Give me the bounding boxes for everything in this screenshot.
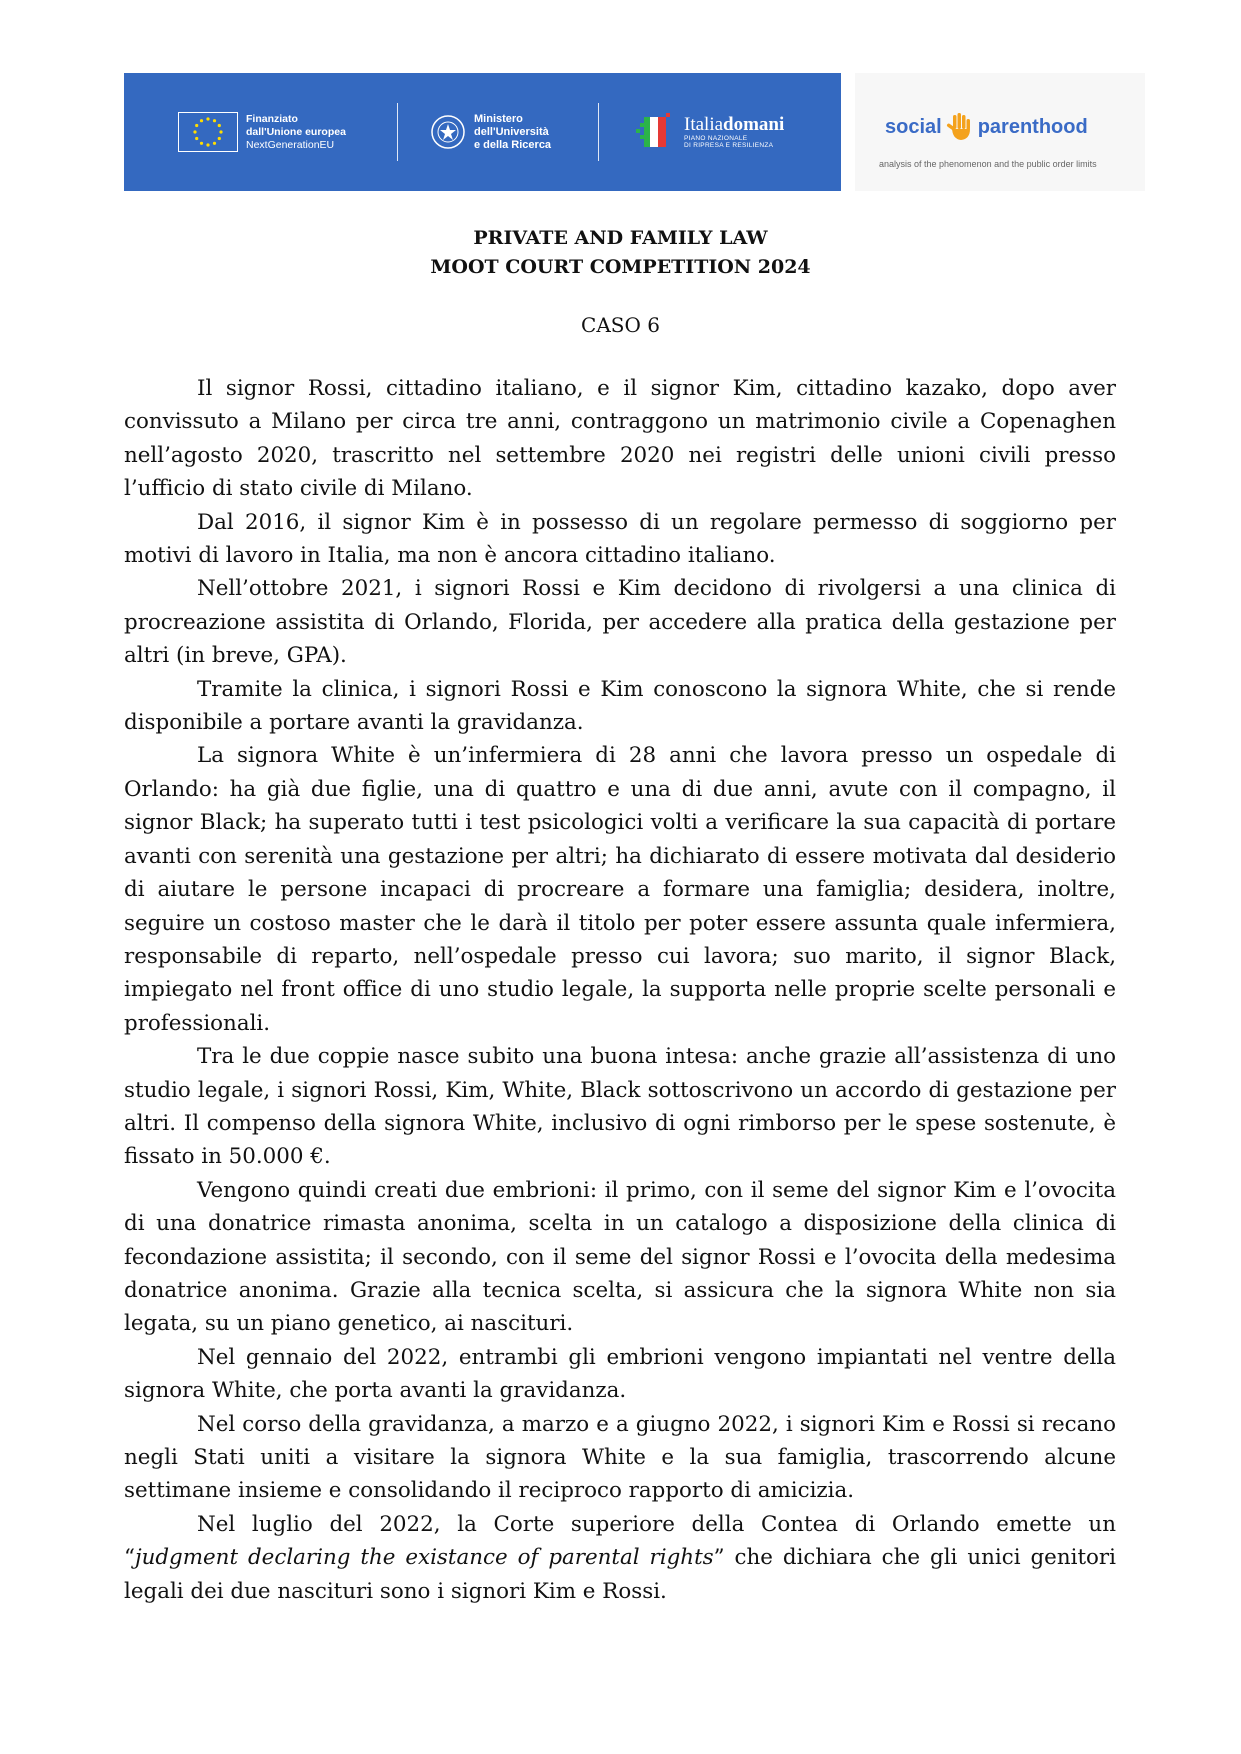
paragraph: Vengono quindi creati due embrioni: il primo, con il seme del signor Kim e l’ovocita di una donatrice rimasta anonima, scelta in un catalogo a disposizione della clinica di fecondazione assistita; il secondo, con il seme del signor Rossi e l’ovocita della medesima donatrice anonima. Grazie alla tecnica scelta, si assicura che la signora White non sia legata, su un piano genetico, ai nascituri.	[124, 1177, 1116, 1337]
paragraph: Tra le due coppie nasce subito una buona intesa: anche grazie all’assistenza di uno studio legale, i signori Rossi, Kim, White, Black sottoscrivono un accordo di gestazione per altri. Il compenso della signora White, inclusivo di ogni rimborso per le spese sostenute, è fissato in 50.000 €.	[124, 1044, 1116, 1170]
italiadomani-sub-1: PIANO NAZIONALE	[684, 135, 748, 142]
eu-line-3: NextGenerationEU	[246, 138, 335, 151]
ministry-line-2: dell'Università	[474, 125, 549, 138]
hand-icon	[944, 111, 976, 143]
italiadomani-sub-2: DI RIPRESA E RESILIENZA	[684, 142, 774, 149]
judgment-quote: judgment declaring the existance of parental rights	[134, 1545, 714, 1571]
banner-divider	[598, 103, 599, 161]
paragraph-last	[124, 1508, 1116, 1608]
paragraph: Il signor Rossi, cittadino italiano, e il signor Kim, cittadino kazako, dopo aver convissuto a Milano per circa tre anni, contraggono un matrimonio civile a Copenaghen nell’agosto 2020, trascritto nel settembre 2020 nei registri delle unioni civili presso l’ufficio di stato civile di Milano.	[124, 376, 1116, 502]
italy-pnrr-icon	[632, 109, 678, 155]
social-parenthood-title-b: parenthood	[977, 115, 1088, 138]
title-line-1: PRIVATE AND FAMILY LAW	[473, 227, 768, 249]
paragraph: Nel gennaio del 2022, entrambi gli embrioni vengono impiantati nel ventre della signora White, che porta avanti la gravidanza.	[124, 1344, 1116, 1404]
last-paragraph-start: Nel luglio del 2022, la Corte superiore della Contea di Orlando emette un “	[124, 1511, 1116, 1571]
social-parenthood-title-a: social	[885, 115, 942, 138]
social-parenthood-subtitle: analysis of the phenomenon and the public order limits	[879, 159, 1097, 169]
social-parenthood-logo	[855, 73, 1145, 191]
eu-line-1: Finanziato	[246, 112, 298, 125]
italian-emblem-icon	[430, 114, 466, 150]
paragraph: Nel corso della gravidanza, a marzo e a giugno 2022, i signori Kim e Rossi si recano negli Stati uniti a visitare la signora White e la sua famiglia, trascorrendo alcune settimane insieme e consolidando il reciproco rapporto di amicizia.	[124, 1411, 1116, 1504]
eu-funding-logo	[178, 73, 346, 191]
banner-divider	[397, 103, 398, 161]
document-body	[124, 372, 1116, 1608]
ministry-line-1: Ministero	[474, 112, 523, 125]
title-line-2: MOOT COURT COMPETITION 2024	[430, 256, 811, 278]
paragraph: La signora White è un’infermiera di 28 anni che lavora presso un ospedale di Orlando: ha già due figlie, una di quattro e una di due anni, avute con il compagno, il signor Black; ha superato tutti i test psicologici volti a verificare la sua capacità di portare avanti con serenità una gestazione per altri; ha dichiarato di essere motivata dal desiderio di aiutare le persone incapaci di procreare a formare una famiglia; desidera, inoltre, seguire un costoso master che le darà il titolo per poter essere assunta quale infermiera, responsabile di reparto, nell’ospedale presso cui lavora; suo marito, il signor Black, impiegato nel front office di uno studio legale, la supporta nelle proprie scelte personali e professionali.	[124, 743, 1116, 1036]
last-paragraph-end: ” che dichiara che gli unici genitori legali dei due nascituri sono i signori Kim e Rossi.	[124, 1545, 1116, 1604]
italiadomani-title-b: domani	[723, 114, 785, 135]
paragraph: Nell’ottobre 2021, i signori Rossi e Kim decidono di rivolgersi a una clinica di procreazione assistita di Orlando, Florida, per accedere alla pratica della gestazione per altri (in breve, GPA).	[124, 576, 1116, 669]
eu-flag-icon	[178, 112, 238, 152]
paragraph: Dal 2016, il signor Kim è in possesso di un regolare permesso di soggiorno per motivi di lavoro in Italia, ma non è ancora cittadino italiano.	[124, 509, 1116, 569]
ministry-line-3: e della Ricerca	[474, 138, 552, 151]
paragraph: Tramite la clinica, i signori Rossi e Kim conoscono la signora White, che si rende disponibile a portare avanti la gravidanza.	[124, 676, 1116, 736]
italiadomani-title-a: Italia	[684, 114, 724, 135]
italiadomani-logo	[632, 73, 784, 191]
case-label: CASO 6	[581, 313, 660, 337]
document-title	[0, 224, 1241, 282]
eu-line-2: dall'Unione europea	[246, 125, 346, 138]
ministry-logo	[430, 73, 551, 191]
funding-banner	[124, 73, 841, 191]
